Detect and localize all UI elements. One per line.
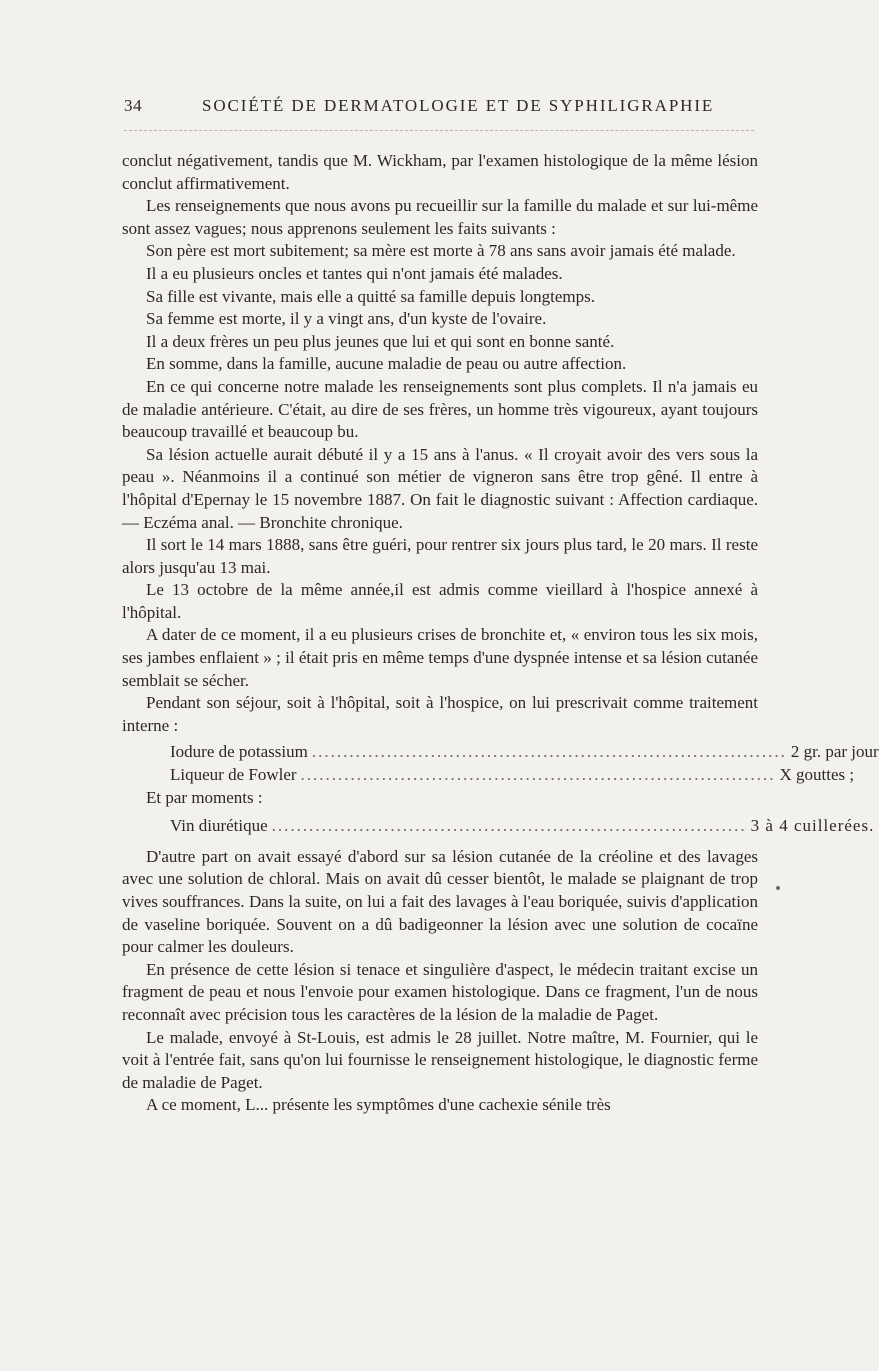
prescription-item: Iodure de potassium bbox=[170, 742, 308, 762]
body-text bbox=[122, 150, 879, 1117]
paragraph: Sa femme est morte, il y a vingt ans, d'un kyste de l'ovaire. bbox=[146, 309, 547, 329]
paragraphs-after-list bbox=[122, 846, 758, 1117]
paragraph: En somme, dans la famille, aucune maladie de peau ou autre affection. bbox=[146, 354, 627, 374]
paragraph: Le 13 octobre de la même année,il est admis comme vieillard à l'hospice annexé à l'hôpital. bbox=[122, 580, 758, 622]
paragraph: Il a eu plusieurs oncles et tantes qui n'ont jamais été malades. bbox=[146, 263, 563, 283]
prescription-item: Liqueur de Fowler bbox=[170, 765, 297, 785]
margin-speck bbox=[776, 886, 780, 890]
paragraph: D'autre part on avait essayé d'abord sur sa lésion cutanée de la créoline et des lavages avec une solution de chloral. Mais on avait dû cesser bientôt, le malade se plaignant de trop vives souffrances. Dans la suite, on lui a fait des lavages à l'eau boriquée, suivis d'application de vaseline boriquée. Souvent on a dû badigeonner la lésion avec une solution de cocaïne pour calmer les douleurs. bbox=[122, 846, 758, 957]
paragraph: Sa fille est vivante, mais elle a quitté sa famille depuis longtemps. bbox=[146, 286, 595, 306]
leader-dots: ............................................................................ bbox=[300, 765, 776, 785]
prescription-line bbox=[122, 764, 855, 787]
paragraph: Il a deux frères un peu plus jeunes que lui et qui sont en bonne santé. bbox=[146, 331, 615, 351]
subheading: Et par moments : bbox=[146, 787, 263, 807]
paragraph: A ce moment, L... présente les symptômes d'une cachexie sénile très bbox=[146, 1095, 611, 1115]
paragraph: En présence de cette lésion si tenace et singulière d'aspect, le médecin traitant excise un fragment de peau et nous l'envoie pour examen histologique. Dans ce fragment, l'un de nous reconnaît avec précision tous les caractères de la lésion de la maladie de Paget. bbox=[122, 959, 758, 1024]
paragraphs-before-list bbox=[122, 150, 758, 737]
paragraph: Sa lésion actuelle aurait débuté il y a 15 ans à l'anus. « Il croyait avoir des vers sous la peau ». Néanmoins il a continué son métier de vigneron sans être trop gêné. Il entre à l'hôpital d'Epernay le 15 novembre 1887. On fait le diagnostic suivant : Affection cardiaque. — Eczéma anal. — Bronchite chronique. bbox=[122, 444, 758, 532]
header-rule bbox=[124, 130, 754, 131]
running-title: SOCIÉTÉ DE DERMATOLOGIE ET DE SYPHILIGRAPHIE bbox=[202, 96, 715, 115]
prescription-dose: 3 à 4 cuillerées. bbox=[750, 816, 875, 836]
paragraph: A dater de ce moment, il a eu plusieurs crises de bronchite et, « environ tous les six mois, ses jambes enflaient » ; il était pris en même temps d'une dyspnée intense et sa lésion cutanée semblait se sécher. bbox=[122, 625, 758, 690]
leader-dots: ............................................................................ bbox=[271, 816, 747, 836]
prescription-dose: 2 gr. par jour bbox=[790, 742, 879, 762]
prescription-dose: X gouttes ; bbox=[779, 765, 855, 785]
paragraph: En ce qui concerne notre malade les renseignements sont plus complets. Il n'a jamais eu de maladie antérieure. C'était, au dire de ses frères, un homme très vigoureux, ayant toujours beaucoup travaillé et beaucoup bu. bbox=[122, 376, 758, 442]
prescription-line bbox=[122, 815, 875, 838]
prescription-item: Vin diurétique bbox=[170, 816, 268, 836]
paragraph: conclut négativement, tandis que M. Wickham, par l'examen histologique de la même lésion conclut affirmativement. bbox=[122, 151, 758, 193]
paragraph: Les renseignements que nous avons pu recueillir sur la famille du malade et sur lui-même sont assez vagues; nous apprenons seulement les faits suivants : bbox=[122, 196, 758, 238]
leader-dots: ............................................................................ bbox=[311, 742, 787, 762]
page-number: 34 bbox=[124, 96, 143, 115]
paragraph: Le malade, envoyé à St-Louis, est admis le 28 juillet. Notre maître, M. Fournier, qui le voit à l'entrée fait, sans qu'on lui fournisse le renseignement histologique, le diagnostic ferme de maladie de Paget. bbox=[122, 1027, 758, 1092]
paragraph: Son père est mort subitement; sa mère est morte à 78 ans sans avoir jamais été malade. bbox=[146, 241, 736, 261]
prescription-line bbox=[122, 741, 879, 764]
paragraph: Il sort le 14 mars 1888, sans être guéri, pour rentrer six jours plus tard, le 20 mars. Il reste alors jusqu'au 13 mai. bbox=[122, 535, 758, 577]
paragraph: Pendant son séjour, soit à l'hôpital, soit à l'hospice, on lui prescrivait comme traitement interne : bbox=[122, 693, 758, 735]
